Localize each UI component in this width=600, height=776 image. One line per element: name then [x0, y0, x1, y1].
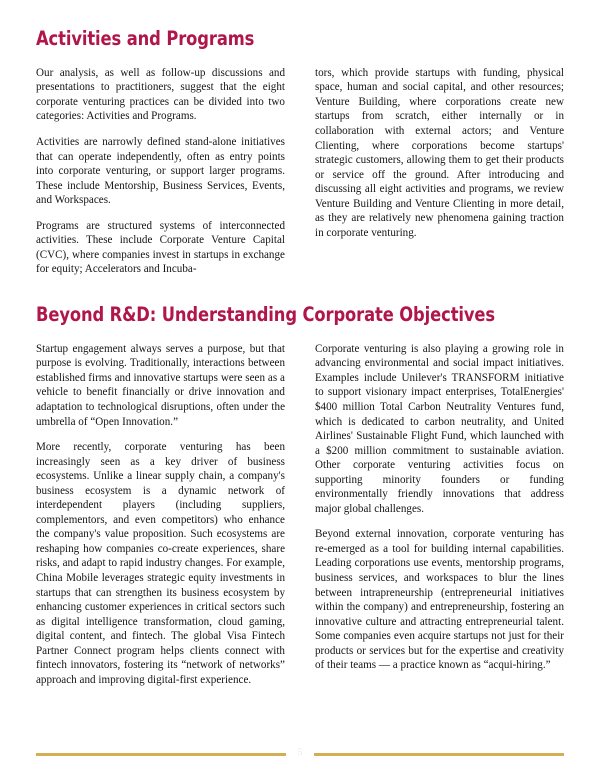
paragraph: More recently, corporate venturing has been increasingly seen as a key driver of business ecosystems. Unlike a linear supply chain, a company's business ecosystem is a dynamic network of interdependent players (including suppliers, complementors, and even competitors) who enhance the company's value proposition. Such ecosystems are reshaping how companies co-create experiences, share risks, and adapt to rapid industry changes. For example, China Mobile leverages strategic equity investments in startups that can strengthen its business ecosystem by enhancing customer experiences in critical sectors such as digital intelligence transformation, cloud gaming, digital content, and fintech. The global Visa Fintech Partner Connect program helps clients connect with fintech innovators, fostering its “network of networks” approach and improving digital-first experience. [36, 441, 285, 686]
section-activities-and-programs [36, 28, 564, 277]
footer-rule-right [314, 753, 564, 756]
paragraph: Our analysis, as well as follow-up discussions and presentations to practitioners, suggest that the eight corporate venturing practices can be divided into two categories: Activities and Programs. [36, 66, 285, 123]
two-column-layout-activities [36, 66, 564, 277]
right-column-beyond-rd [315, 342, 564, 673]
two-column-layout-beyond-rd [36, 342, 564, 688]
paragraph: Startup engagement always serves a purpose, but that purpose is evolving. Traditionally, interactions between established firms and innovative startups were seen as a vehicle to benefit financially or drive innovation and adaptation to technological disruptions, often under the umbrella of “Open Innovation.” [36, 342, 285, 428]
paragraph: Beyond external innovation, corporate venturing has re-emerged as a tool for building internal capabilities. Leading corporations use events, mentorship programs, business services, and workspaces to blur the lines between intrapreneurship (entrepreneurial initiatives within the company) and entrepreneurship, fostering an innovative culture and attracting entrepreneurial talent. Some companies even acquire startups not just for their products or services but for the expertise and creativity of their teams — a practice known as “acqui-hiring.” [315, 528, 564, 672]
left-column-beyond-rd [36, 342, 285, 688]
page-number: 5 [297, 748, 303, 759]
section-heading-beyond-rd: Beyond R&D: Understanding Corporate Objectives [36, 303, 496, 326]
left-column-activities [36, 66, 285, 277]
page-footer [36, 746, 564, 762]
right-column-activities [315, 66, 564, 241]
paragraph: Activities are narrowly defined stand-alone initiatives that can operate independently, often as entry points into corporate venturing, or support larger programs. These include Mentorship, Business Services, Events, and Workspaces. [36, 136, 285, 207]
paragraph: tors, which provide startups with funding, physical space, human and social capital, and other resources; Venture Building, where corporations create new startups from scratch, either internally or in collaboration with external actors; and Venture Clienting, where corporations become startups' strategic customers, allowing them to get their products or service off the ground. After introducing and discussing all eight activities and programs, we review Venture Building and Venture Clienting in more detail, as they are relatively new phenomena gaining traction in corporate venturing. [315, 66, 564, 239]
paragraph: Programs are structured systems of interconnected activities. These include Corporate Venture Capital (CVC), where companies invest in startups in exchange for equity; Accelerators and Incuba- [36, 219, 285, 276]
section-heading-activities: Activities and Programs [36, 27, 255, 50]
section-beyond-rd [36, 304, 564, 687]
paragraph: Corporate venturing is also playing a growing role in advancing environmental and social impact initiatives. Examples include Unilever's TRANSFORM initiative to support visionary impact enterprises, TotalEnergies' $400 million Total Carbon Neutrality Ventures fund, which is dedicated to carbon neutrality, and United Airlines' Sustainable Flight Fund, which launched with a $200 million commitment to sustainable aviation. Other corporate venturing activities focus on supporting minority founders or funding environmentally friendly innovations that address major global challenges. [315, 342, 564, 515]
footer-rule-left [36, 753, 286, 756]
